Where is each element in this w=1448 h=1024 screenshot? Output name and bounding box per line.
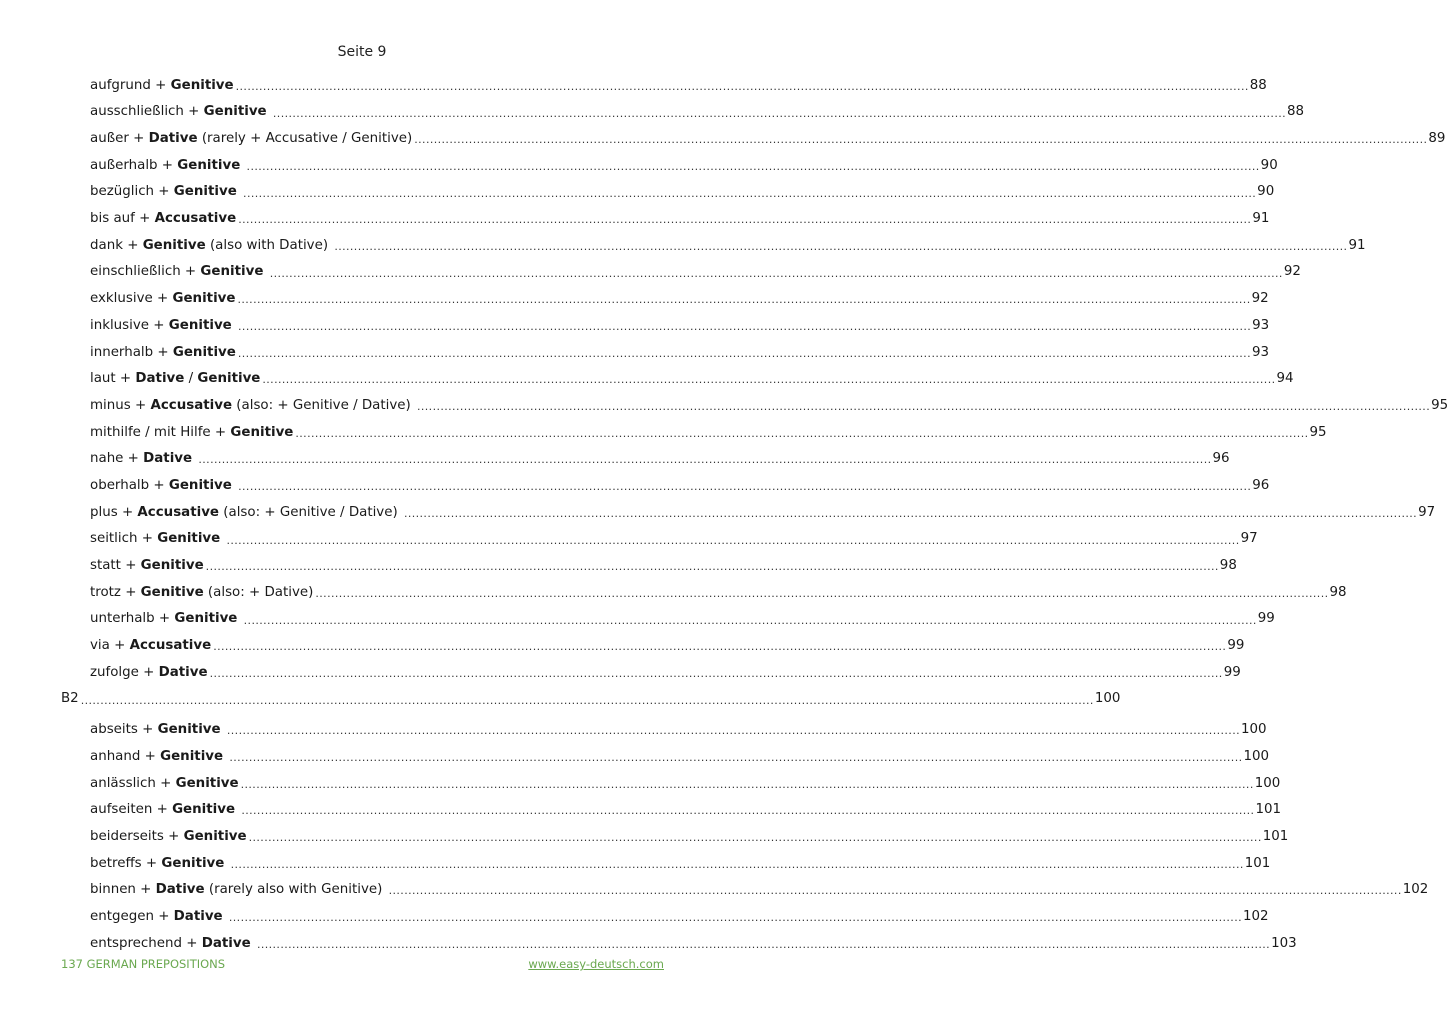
toc-entry[interactable] <box>0 72 1267 99</box>
toc-page-number: 90 <box>1257 184 1275 200</box>
toc-entry-title <box>90 132 414 145</box>
dot-leader: .................................................................................................................................................................................................................................................................... <box>416 400 1431 414</box>
dot-leader: .................................................................................................................................................................................................................................................................... <box>228 911 1243 925</box>
toc-entry-case: Genitive <box>172 344 236 360</box>
toc-entry-case: Genitive <box>200 264 264 280</box>
toc-entry-title <box>90 105 273 118</box>
toc-page-number: 93 <box>1252 317 1270 333</box>
table-of-contents <box>0 72 1448 957</box>
toc-entry-case: Genitive <box>170 77 234 93</box>
toc-entry-preposition: mithilfe / mit Hilfe + <box>90 424 231 440</box>
toc-entry-case: Genitive <box>230 424 294 440</box>
toc-entry-preposition: außer + <box>90 131 149 147</box>
toc-page-number: 88 <box>1287 104 1305 120</box>
toc-entry-case: Accusative <box>129 638 212 654</box>
dot-leader: .................................................................................................................................................................................................................................................................... <box>243 613 1257 627</box>
toc-entry-title <box>61 692 81 705</box>
toc-entry-preposition: zufolge + <box>90 664 159 680</box>
toc-entry[interactable] <box>0 125 1446 152</box>
toc-entry-preposition: laut + <box>90 371 136 387</box>
toc-entry-case: Dative <box>173 908 223 924</box>
toc-page-number: 89 <box>1428 131 1446 147</box>
toc-entry-preposition: dank + <box>90 237 143 253</box>
toc-entry-case: Dative <box>148 131 198 147</box>
toc-entry-case: Genitive <box>157 722 221 738</box>
toc-entry-case: Genitive <box>168 317 232 333</box>
toc-page-number: 92 <box>1283 264 1301 280</box>
toc-entry-preposition: binnen + <box>90 882 156 898</box>
toc-entry[interactable] <box>0 472 1270 499</box>
toc-entry-case: Genitive <box>183 828 247 844</box>
toc-entry-preposition: entsprechend + <box>90 935 202 951</box>
toc-entry-title <box>90 883 389 896</box>
toc-entry-title <box>90 586 315 599</box>
toc-entry-title <box>90 426 295 439</box>
dot-leader: .................................................................................................................................................................................................................................................................... <box>237 293 1251 307</box>
toc-page-number: 102 <box>1402 882 1429 898</box>
toc-page-number: 101 <box>1244 855 1271 871</box>
toc-entry-title <box>90 559 206 572</box>
toc-entry-title <box>90 159 247 172</box>
toc-page-number: 103 <box>1271 935 1297 951</box>
toc-entry-case: Genitive <box>175 775 239 791</box>
toc-entry-preposition: exklusive + <box>90 291 173 307</box>
toc-entry[interactable] <box>0 286 1269 313</box>
dot-leader: .................................................................................................................................................................................................................................................................... <box>229 751 1243 765</box>
toc-page-number: 100 <box>1241 722 1267 738</box>
toc-page-number: 99 <box>1223 664 1241 680</box>
toc-entry-title <box>90 666 210 679</box>
toc-entry-case-alt: Genitive <box>197 371 261 387</box>
toc-entry-preposition: abseits + <box>90 722 158 738</box>
dot-leader: .................................................................................................................................................................................................................................................................... <box>205 560 1219 574</box>
toc-entry-note <box>263 264 267 279</box>
dot-leader: .................................................................................................................................................................................................................................................................... <box>241 804 1255 818</box>
toc-entry-preposition: plus + <box>90 504 138 520</box>
dot-leader: .................................................................................................................................................................................................................................................................... <box>248 831 1262 845</box>
toc-entry-case: Genitive <box>172 802 236 818</box>
toc-page-number: 95 <box>1431 397 1448 413</box>
toc-entry-case: Dative <box>135 371 185 387</box>
toc-entry-title <box>90 239 334 252</box>
toc-entry-note <box>232 318 236 333</box>
toc-entry-title <box>90 532 226 545</box>
toc-entry-preposition: entgegen + <box>90 908 174 924</box>
toc-entry[interactable] <box>0 526 1258 553</box>
dot-leader: .................................................................................................................................................................................................................................................................... <box>414 133 1428 147</box>
dot-leader: .................................................................................................................................................................................................................................................................... <box>269 266 1283 280</box>
toc-entry-case: Genitive <box>173 184 237 200</box>
toc-entry-preposition: inklusive + <box>90 317 169 333</box>
toc-entry-title <box>90 372 262 385</box>
toc-entry-title <box>90 185 243 198</box>
toc-entry[interactable] <box>0 823 1289 850</box>
dot-leader: .................................................................................................................................................................................................................................................................... <box>240 777 1254 791</box>
toc-entry-note <box>237 184 241 199</box>
toc-entry-preposition: trotz + <box>90 584 141 600</box>
toc-entry-preposition: einschließlich + <box>90 264 201 280</box>
dot-leader: .................................................................................................................................................................................................................................................................... <box>209 666 1223 680</box>
toc-entry-note <box>223 749 227 764</box>
toc-entry-case: Genitive <box>168 477 232 493</box>
dot-leader: .................................................................................................................................................................................................................................................................... <box>295 426 1309 440</box>
toc-entry-title <box>90 79 236 92</box>
toc-entry-case: Genitive <box>142 237 206 253</box>
toc-entry-title <box>90 479 238 492</box>
toc-entry-preposition: aufgrund + <box>90 77 171 93</box>
toc-entry-case: Genitive <box>177 157 241 173</box>
toc-entry-preposition: betreffs + <box>90 855 162 871</box>
toc-entry[interactable] <box>0 312 1270 339</box>
dot-leader: .................................................................................................................................................................................................................................................................... <box>272 106 1287 120</box>
toc-entry-note <box>192 451 196 466</box>
dot-leader: .................................................................................................................................................................................................................................................................... <box>235 79 1249 93</box>
toc-entry-case: Genitive <box>161 855 225 871</box>
dot-leader: .................................................................................................................................................................................................................................................................... <box>246 159 1260 173</box>
toc-entry-preposition: bis auf + <box>90 211 155 227</box>
toc-entry-title <box>90 639 213 652</box>
footer-book-title: 137 GERMAN PREPOSITIONS <box>61 957 226 971</box>
toc-entry-note: (also: + Dative) <box>203 584 314 600</box>
dot-leader: .................................................................................................................................................................................................................................................................... <box>238 320 1252 334</box>
toc-entry-note <box>224 856 228 871</box>
toc-entry-preposition: anhand + <box>90 748 161 764</box>
toc-entry-case: Dative <box>155 882 205 898</box>
toc-entry[interactable] <box>0 419 1327 446</box>
page-label: Seite 9 <box>337 44 387 60</box>
toc-entry-case: Genitive <box>203 104 267 120</box>
toc-entry-case: Genitive <box>172 291 236 307</box>
toc-entry[interactable] <box>0 743 1270 770</box>
toc-entry-preposition: aufseiten + <box>90 802 173 818</box>
toc-entry-preposition: beiderseits + <box>90 828 184 844</box>
toc-entry-note <box>221 722 225 737</box>
toc-entry[interactable] <box>0 717 1267 744</box>
toc-entry-case: Genitive <box>157 531 221 547</box>
dot-leader: .................................................................................................................................................................................................................................................................... <box>388 884 1402 898</box>
toc-page-number: 100 <box>1243 748 1270 764</box>
toc-page-number: 91 <box>1252 211 1270 227</box>
toc-entry-case: Dative <box>143 451 193 467</box>
toc-entry[interactable] <box>0 366 1294 393</box>
toc-entry-title <box>90 292 237 305</box>
dot-leader: .................................................................................................................................................................................................................................................................... <box>238 213 1252 227</box>
toc-page-number: 101 <box>1255 802 1282 818</box>
page-footer <box>61 957 664 971</box>
toc-entry-preposition: via + <box>90 638 130 654</box>
dot-leader: .................................................................................................................................................................................................................................................................... <box>238 480 1252 494</box>
toc-entry-note: (also: + Genitive / Dative) <box>232 397 415 413</box>
toc-page-number: 92 <box>1251 291 1269 307</box>
dot-leader: .................................................................................................................................................................................................................................................................... <box>213 640 1227 654</box>
toc-entry-note: (also with Dative) <box>205 237 333 253</box>
toc-entry-preposition: ausschließlich + <box>90 104 204 120</box>
toc-page-number: 90 <box>1260 157 1278 173</box>
toc-page-number: 102 <box>1243 908 1269 924</box>
toc-entry-preposition: innerhalb + <box>90 344 173 360</box>
footer-website-link[interactable]: www.easy-deutsch.com <box>528 957 664 971</box>
toc-page-number: 98 <box>1329 584 1347 600</box>
toc-page-number: 99 <box>1257 611 1275 627</box>
dot-leader: .................................................................................................................................................................................................................................................................... <box>256 937 1271 951</box>
toc-entry-case: Accusative <box>137 504 220 520</box>
toc-entry-title <box>90 265 270 278</box>
toc-page-number: 101 <box>1262 828 1289 844</box>
toc-entry-case: Genitive <box>174 611 238 627</box>
toc-entry[interactable] <box>0 232 1366 259</box>
toc-entry-title <box>90 750 229 763</box>
toc-entry-preposition: nahe + <box>90 451 144 467</box>
toc-entry[interactable] <box>0 446 1230 473</box>
toc-entry[interactable] <box>0 259 1301 286</box>
toc-entry-title <box>90 803 241 816</box>
toc-entry-title <box>90 452 198 465</box>
toc-page-number: 96 <box>1212 451 1230 467</box>
toc-entry[interactable] <box>0 930 1297 957</box>
toc-entry[interactable] <box>0 770 1281 797</box>
toc-entry[interactable] <box>0 152 1278 179</box>
toc-entry[interactable] <box>0 579 1347 606</box>
toc-page-number: 98 <box>1219 558 1237 574</box>
toc-entry[interactable] <box>0 632 1245 659</box>
toc-entry-title <box>90 212 238 225</box>
toc-entry-case: Genitive <box>140 558 204 574</box>
toc-entry[interactable] <box>0 392 1448 419</box>
toc-page-number: 95 <box>1309 424 1327 440</box>
toc-entry-preposition: oberhalb + <box>90 477 169 493</box>
toc-page-number: 97 <box>1240 531 1258 547</box>
toc-entry-title <box>90 857 231 870</box>
toc-entry-note <box>240 158 244 173</box>
toc-section-entry[interactable] <box>0 686 1121 713</box>
toc-entry-case: Dative <box>158 664 208 680</box>
dot-leader: .................................................................................................................................................................................................................................................................... <box>226 533 1240 547</box>
toc-entry[interactable] <box>0 659 1241 686</box>
toc-entry[interactable] <box>0 797 1282 824</box>
toc-entry-title <box>90 830 249 843</box>
toc-page-number: 88 <box>1249 77 1267 93</box>
toc-entry-note: (rarely + Accusative / Genitive) <box>197 131 413 147</box>
toc-page-number: 96 <box>1252 477 1270 493</box>
toc-entry-preposition: bezüglich + <box>90 184 174 200</box>
toc-entry[interactable] <box>0 179 1275 206</box>
toc-page-number: 97 <box>1418 504 1436 520</box>
toc-entry-preposition: minus + <box>90 397 151 413</box>
toc-entry[interactable] <box>0 205 1270 232</box>
dot-leader: .................................................................................................................................................................................................................................................................... <box>334 239 1348 253</box>
toc-entry-case: Dative <box>201 935 251 951</box>
dot-leader: .................................................................................................................................................................................................................................................................... <box>315 586 1329 600</box>
toc-entry-title <box>90 937 257 950</box>
dot-leader: .................................................................................................................................................................................................................................................................... <box>198 453 1212 467</box>
dot-leader: .................................................................................................................................................................................................................................................................... <box>262 373 1276 387</box>
toc-entry-case: Genitive <box>140 584 204 600</box>
toc-entry-preposition: außerhalb + <box>90 157 178 173</box>
toc-entry-case: Accusative <box>150 397 233 413</box>
toc-entry-title <box>90 612 244 625</box>
toc-page-number: 100 <box>1254 775 1281 791</box>
toc-entry[interactable] <box>0 339 1270 366</box>
toc-entry-title <box>90 777 241 790</box>
toc-entry[interactable] <box>0 850 1271 877</box>
toc-entry-title <box>90 910 229 923</box>
toc-entry-preposition: seitlich + <box>90 531 158 547</box>
toc-entry[interactable] <box>0 877 1429 904</box>
toc-page-number: 99 <box>1227 638 1245 654</box>
toc-entry-note <box>232 478 236 493</box>
toc-entry-note: (rarely also with Genitive) <box>204 882 387 898</box>
toc-entry-note <box>235 802 239 817</box>
toc-entry-note <box>251 936 255 951</box>
toc-entry-preposition: statt + <box>90 558 141 574</box>
toc-entry-title <box>90 399 417 412</box>
toc-entry-preposition: B2 <box>61 691 79 707</box>
toc-entry[interactable] <box>0 606 1275 633</box>
toc-entry-note <box>220 531 224 546</box>
toc-entry[interactable] <box>0 99 1305 126</box>
toc-entry-title <box>90 723 227 736</box>
toc-page-number: 94 <box>1276 371 1294 387</box>
toc-entry-title <box>90 506 404 519</box>
toc-page-number: 91 <box>1348 237 1366 253</box>
dot-leader: .................................................................................................................................................................................................................................................................... <box>237 346 1251 360</box>
toc-entry[interactable] <box>0 499 1436 526</box>
dot-leader: .................................................................................................................................................................................................................................................................... <box>230 857 1244 871</box>
toc-entry-note <box>267 104 271 119</box>
dot-leader: .................................................................................................................................................................................................................................................................... <box>226 724 1240 738</box>
toc-entry[interactable] <box>0 552 1237 579</box>
toc-page-number: 93 <box>1251 344 1270 360</box>
toc-page-number: 100 <box>1094 691 1121 707</box>
toc-entry-note: (also: + Genitive / Dative) <box>219 504 402 520</box>
dot-leader: .................................................................................................................................................................................................................................................................... <box>80 693 1094 707</box>
toc-entry[interactable] <box>0 903 1269 930</box>
toc-entry-note: / <box>184 371 198 387</box>
toc-entry-case: Genitive <box>160 748 224 764</box>
toc-entry-preposition: anlässlich + <box>90 775 176 791</box>
toc-entry-note <box>223 909 227 924</box>
toc-entry-title <box>90 319 238 332</box>
toc-entry-preposition: unterhalb + <box>90 611 175 627</box>
toc-entry-note <box>237 611 241 626</box>
toc-entry-case: Accusative <box>154 211 237 227</box>
dot-leader: .................................................................................................................................................................................................................................................................... <box>403 506 1418 520</box>
dot-leader: .................................................................................................................................................................................................................................................................... <box>243 186 1257 200</box>
toc-entry-title <box>90 346 238 359</box>
